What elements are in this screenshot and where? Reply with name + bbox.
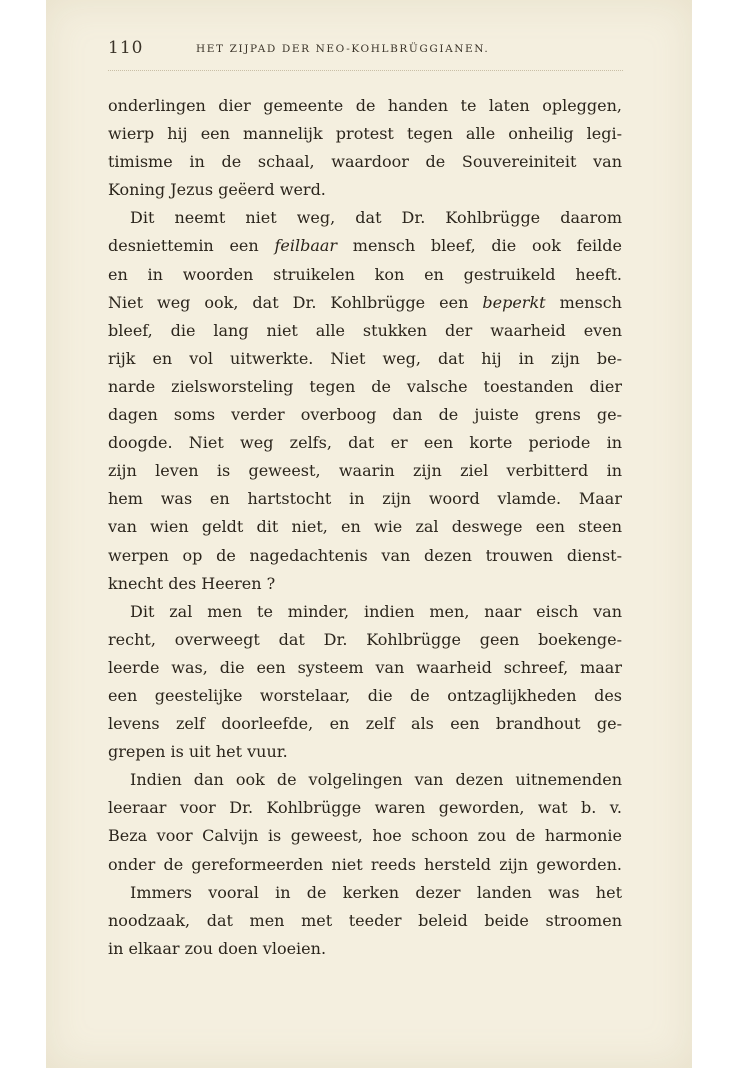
text-line: Koning Jezus geëerd werd.: [108, 180, 326, 200]
text-line: recht, overweegt dat Dr. Kohlbrügge geen boekenge-: [108, 629, 622, 649]
text-line: werpen op de nagedachtenis van dezen trouwen dienst-: [108, 545, 622, 565]
paragraph-1: [108, 92, 622, 204]
text-line: dagen soms verder overboog dan de juiste grens ge-: [108, 405, 622, 425]
text-line: wierp hij een mannelijk protest tegen alle onheilig legi-: [108, 124, 622, 144]
text-line: van wien geldt dit niet, en wie zal deswege een steen: [108, 517, 622, 537]
text-segment: mensch bleef, die ook feilde: [337, 236, 622, 256]
body-text: [108, 92, 622, 963]
text-line: doogde. Niet weg zelfs, dat er een korte periode in: [108, 433, 622, 453]
text-line: rijk en vol uitwerkte. Niet weg, dat hij in zijn be-: [108, 348, 622, 368]
header-rule: [108, 70, 623, 71]
italic-word: feilbaar: [274, 236, 338, 256]
text-line: leeraar voor Dr. Kohlbrügge waren geworden, wat b. v.: [108, 798, 622, 818]
text-line: Beza voor Calvijn is geweest, hoe schoon zou de harmonie: [108, 826, 622, 846]
text-line: hem was en hartstocht in zijn woord vlamde. Maar: [108, 489, 622, 509]
text-line: in elkaar zou doen vloeien.: [108, 938, 327, 958]
paragraph-3: [108, 598, 622, 767]
text-line: Immers vooral in de kerken dezer landen was het: [130, 882, 622, 902]
text-segment: mensch: [545, 292, 622, 312]
page-number: 110: [108, 38, 144, 58]
text-line: een geestelijke worstelaar, die de ontzaglijkheden des: [108, 685, 622, 705]
italic-word: beperkt: [482, 292, 546, 312]
paragraph-4: [108, 766, 622, 878]
text-segment: Niet weg ook, dat Dr. Kohlbrügge een: [108, 292, 483, 312]
paragraph-5: [108, 879, 622, 963]
text-line: Dit neemt niet weg, dat Dr. Kohlbrügge daarom: [130, 208, 622, 228]
text-line: Indien dan ook de volgelingen van dezen uitnemenden: [130, 770, 622, 790]
text-line: levens zelf doorleefde, en zelf als een brandhout ge-: [108, 714, 622, 734]
running-title: HET ZIJPAD DER NEO-KOHLBRÜGGIANEN.: [196, 43, 490, 55]
text-line: zijn leven is geweest, waarin zijn ziel verbitterd in: [108, 461, 622, 481]
text-line: narde zielsworsteling tegen de valsche toestanden dier: [108, 376, 622, 396]
text-line: onderlingen dier gemeente de handen te laten opleggen,: [108, 96, 622, 115]
text-line: Dit zal men te minder, indien men, naar eisch van: [130, 601, 622, 621]
page-header: [108, 38, 628, 62]
paragraph-2: [108, 204, 622, 597]
text-line: onder de gereformeerden niet reeds hersteld zijn geworden.: [108, 854, 622, 874]
text-line: bleef, die lang niet alle stukken der waarheid even: [108, 320, 622, 340]
text-line: grepen is uit het vuur.: [108, 742, 288, 762]
text-line: [108, 289, 622, 317]
text-segment: desniettemin een: [108, 236, 275, 256]
text-line: timisme in de schaal, waardoor de Souvereiniteit van: [108, 152, 622, 172]
text-line: noodzaak, dat men met teeder beleid beide stroomen: [108, 910, 622, 930]
text-line: [108, 232, 622, 260]
text-line: en in woorden struikelen kon en gestruikeld heeft.: [108, 264, 622, 284]
text-line: leerde was, die een systeem van waarheid schreef, maar: [108, 657, 622, 677]
text-line: knecht des Heeren ?: [108, 573, 276, 593]
